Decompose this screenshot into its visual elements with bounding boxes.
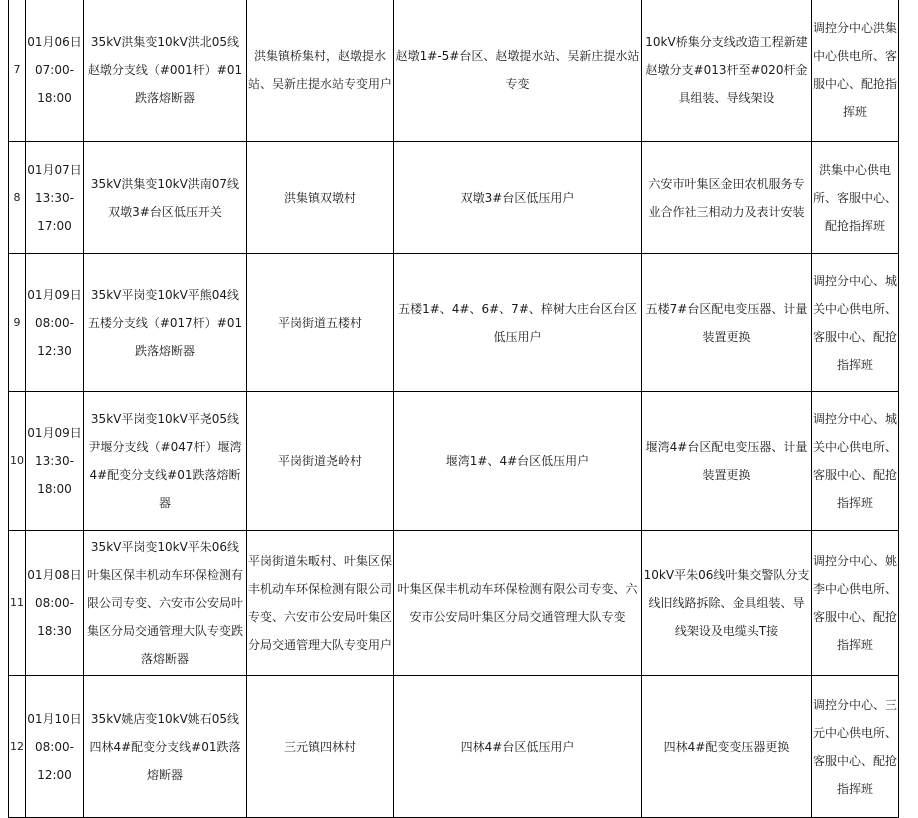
table-row [9, 392, 899, 531]
outage-area: 平岗街道朱畈村、叶集区保丰机动车环保检测有限公司专变、六安市公安局叶集区分局交通管理大队专变用户 [247, 531, 394, 676]
outage-device: 35kV洪集变10kV洪南07线双墩3#台区低压开关 [84, 142, 247, 254]
outage-device: 35kV姚店变10kV姚石05线四林4#配变分支线#01跌落熔断器 [84, 676, 247, 818]
table-row [9, 531, 899, 676]
outage-end: 18:30 [37, 624, 72, 638]
outage-end: 12:30 [37, 343, 72, 358]
outage-start: 08:00- [35, 315, 74, 330]
responsible-departments: 调控分中心、城关中心供电所、客服中心、配抢指挥班 [812, 254, 899, 392]
table-row [9, 0, 899, 142]
row-number: 9 [9, 254, 26, 392]
outage-end: 18:00 [37, 91, 72, 105]
responsible-departments: 调控分中心、姚李中心供电所、客服中心、配抢指挥班 [812, 531, 899, 676]
outage-area: 洪集镇桥集村，赵墩提水站、吴新庄提水站专变用户 [247, 0, 394, 142]
outage-time [26, 531, 84, 676]
outage-schedule-table [8, 0, 899, 818]
work-content: 四林4#配变变压器更换 [642, 676, 812, 818]
outage-start: 08:00- [35, 739, 74, 754]
outage-time [26, 142, 84, 254]
responsible-departments: 洪集中心供电所、客服中心、配抢指挥班 [812, 142, 899, 254]
outage-start: 13:30- [35, 454, 74, 468]
outage-scope: 堰湾1#、4#台区低压用户 [394, 392, 642, 531]
outage-scope: 五楼1#、4#、6#、7#、梓树大庄台区台区低压用户 [394, 254, 642, 392]
outage-date: 01月08日 [27, 568, 82, 582]
outage-date: 01月09日 [27, 287, 82, 302]
outage-time [26, 254, 84, 392]
outage-device: 35kV洪集变10kV洪北05线赵墩分支线（#001杆）#01跌落熔断器 [84, 0, 247, 142]
outage-scope: 双墩3#台区低压用户 [394, 142, 642, 254]
outage-device: 35kV平岗变10kV平熊04线五楼分支线（#017杆）#01跌落熔断器 [84, 254, 247, 392]
row-number: 12 [9, 676, 26, 818]
outage-end: 17:00 [37, 218, 72, 233]
row-number: 7 [9, 0, 26, 142]
outage-start: 13:30- [35, 190, 74, 205]
table-row [9, 254, 899, 392]
outage-start: 08:00- [35, 596, 74, 610]
outage-date: 01月07日 [27, 162, 82, 177]
outage-area: 平岗街道尧岭村 [247, 392, 394, 531]
outage-time [26, 676, 84, 818]
work-content: 六安市叶集区金田农机服务专业合作社三相动力及表计安装 [642, 142, 812, 254]
row-number: 11 [9, 531, 26, 676]
outage-scope: 四林4#台区低压用户 [394, 676, 642, 818]
outage-time [26, 392, 84, 531]
outage-scope: 赵墩1#-5#台区、赵墩提水站、吴新庄提水站专变 [394, 0, 642, 142]
responsible-departments: 调控分中心、三元中心供电所、客服中心、配抢指挥班 [812, 676, 899, 818]
outage-date: 01月10日 [27, 711, 82, 726]
outage-area: 洪集镇双墩村 [247, 142, 394, 254]
outage-time [26, 0, 84, 142]
outage-date: 01月09日 [27, 426, 82, 440]
work-content: 10kV桥集分支线改造工程新建赵墩分支#013杆至#020杆金具组装、导线架设 [642, 0, 812, 142]
responsible-departments: 调控分中心、城关中心供电所、客服中心、配抢指挥班 [812, 392, 899, 531]
row-number: 8 [9, 142, 26, 254]
outage-device: 35kV平岗变10kV平尧05线尹堰分支线（#047杆）堰湾4#配变分支线#01跌落熔断器 [84, 392, 247, 531]
work-content: 五楼7#台区配电变压器、计量装置更换 [642, 254, 812, 392]
work-content: 10kV平朱06线叶集交警队分支线旧线路拆除、金具组装、导线架设及电缆头T接 [642, 531, 812, 676]
table-row [9, 676, 899, 818]
outage-end: 18:00 [37, 482, 72, 496]
table-body [9, 0, 899, 818]
work-content: 堰湾4#台区配电变压器、计量装置更换 [642, 392, 812, 531]
outage-scope: 叶集区保丰机动车环保检测有限公司专变、六安市公安局叶集区分局交通管理大队专变 [394, 531, 642, 676]
responsible-departments: 调控分中心洪集中心供电所、客服中心、配抢指挥班 [812, 0, 899, 142]
outage-area: 三元镇四林村 [247, 676, 394, 818]
outage-end: 12:00 [37, 767, 72, 782]
table-row [9, 142, 899, 254]
outage-start: 07:00- [35, 63, 74, 77]
outage-device: 35kV平岗变10kV平朱06线叶集区保丰机动车环保检测有限公司专变、六安市公安局叶集区分局交通管理大队专变跌落熔断器 [84, 531, 247, 676]
outage-area: 平岗街道五楼村 [247, 254, 394, 392]
outage-date: 01月06日 [27, 35, 82, 49]
row-number: 10 [9, 392, 26, 531]
